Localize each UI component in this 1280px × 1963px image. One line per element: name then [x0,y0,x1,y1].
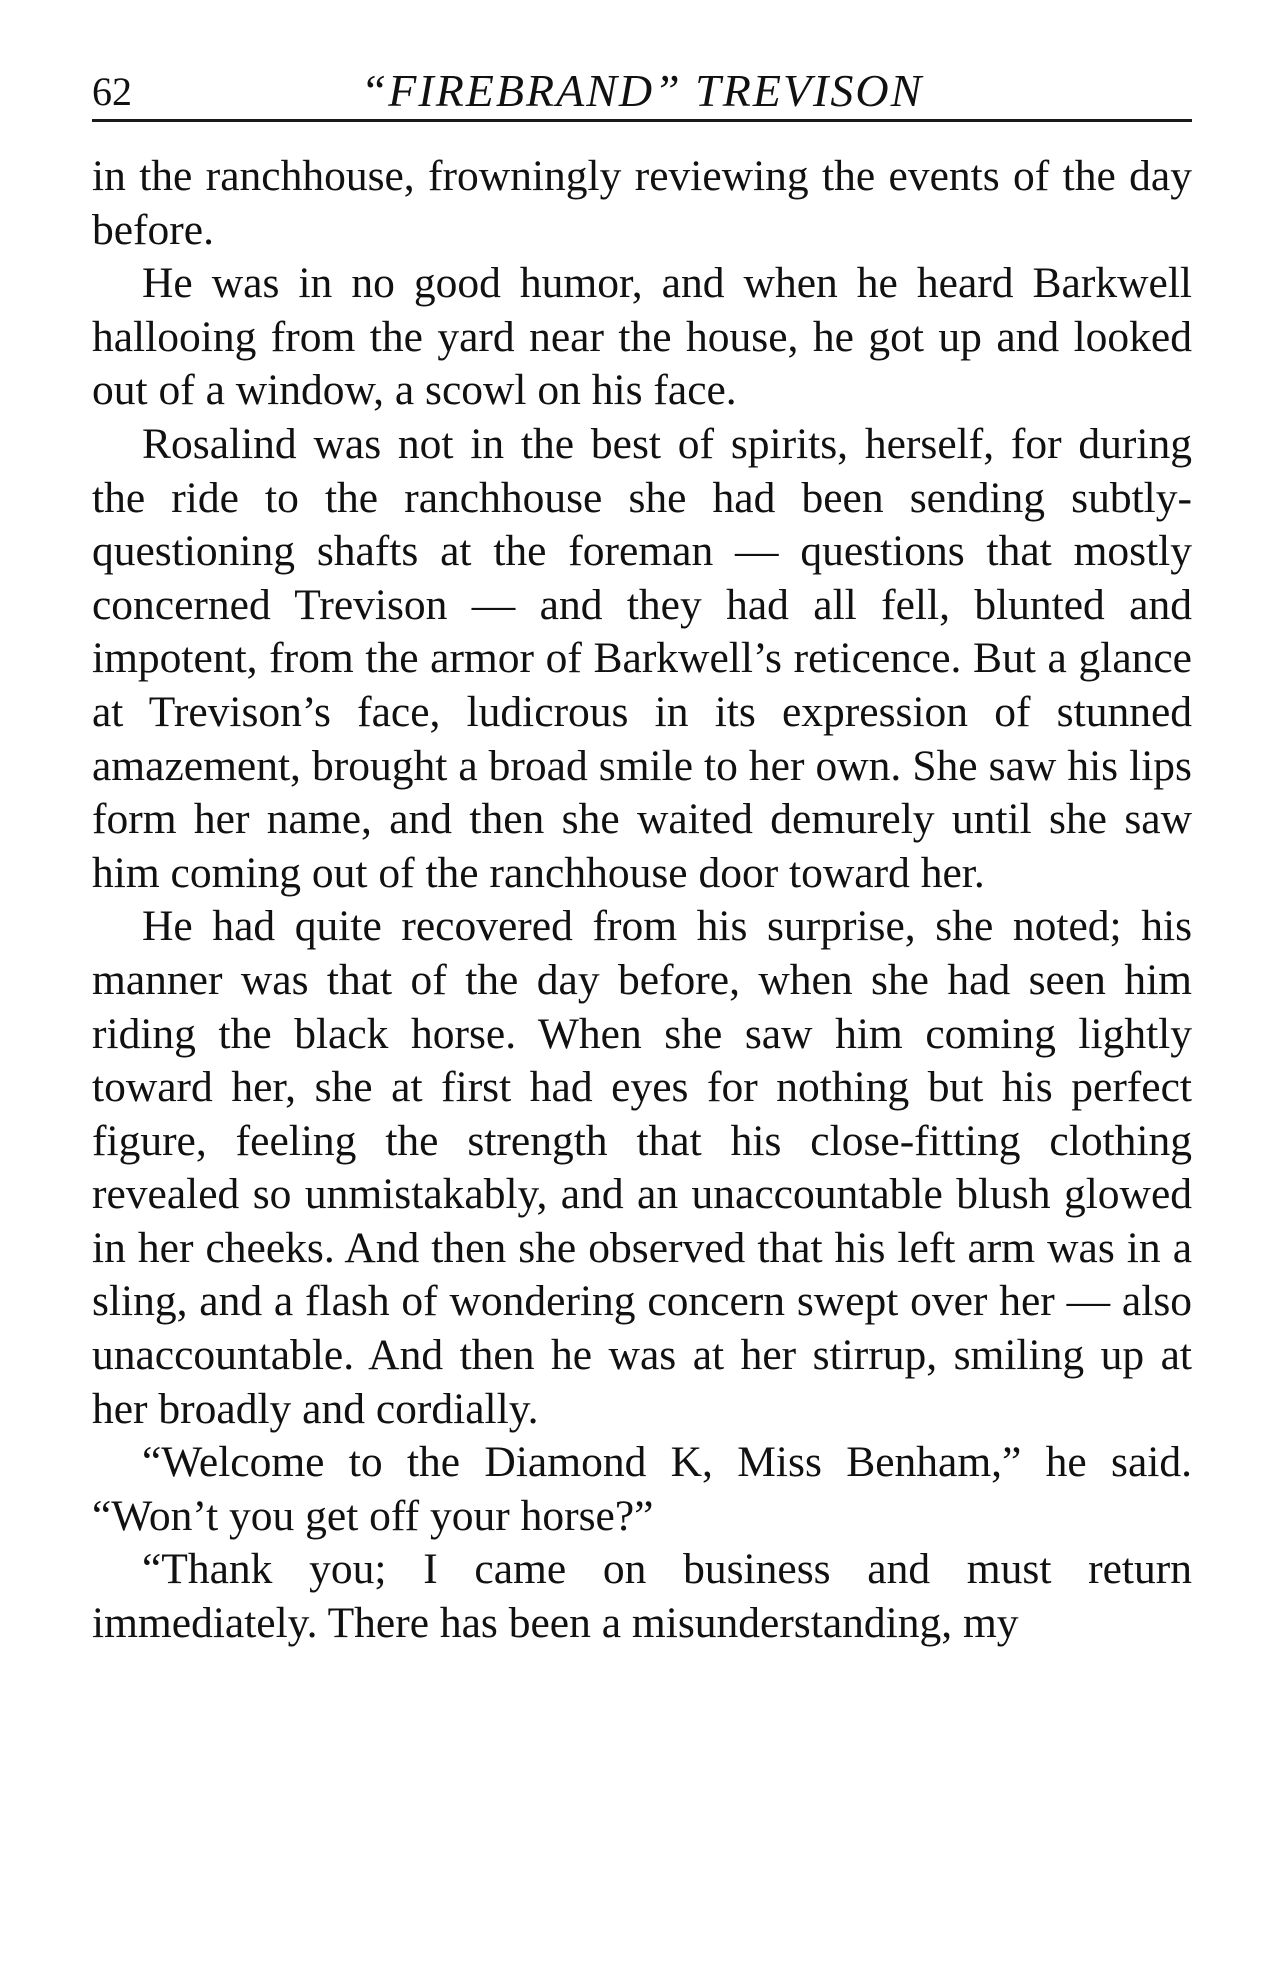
body-text [92,150,1192,1651]
page-number: 62 [92,69,132,114]
paragraph: “Welcome to the Diamond K, Miss Benham,” he said. “Won’t you get off your horse?” [92,1438,1192,1540]
paragraph: Rosalind was not in the best of spirits, herself, for during the ride to the ranchhouse she had been sending subtly-questioning shafts at the foreman — questions that mostly concerned Trevison — and they had all fell, blunted and impotent, from the armor of Barkwell’s reticence. But a glance at Trevison’s face, ludicrous in its expression of stunned amazement, brought a broad smile to her own. She saw his lips form her name, and then she waited demurely until she saw him coming out of the ranchhouse door toward her. [92,419,1192,897]
paragraph: He was in no good humor, and when he heard Barkwell hallooing from the yard near the house, he got up and looked out of a window, a scowl on his face. [92,259,1192,415]
running-header [92,58,1192,122]
running-title: “FIREBRAND” TREVISON [360,65,924,116]
paragraph-continued: in the ranchhouse, frowningly reviewing the events of the day before. [92,152,1192,254]
book-page [92,58,1192,1651]
paragraph: “Thank you; I came on business and must return immediately. There has been a misunderstanding, my [92,1545,1192,1648]
paragraph: He had quite recovered from his surprise, she noted; his manner was that of the day before, when she had seen him riding the black horse. When she saw him coming lightly toward her, she at first had eyes for nothing but his perfect figure, feeling the strength that his close-fitting clothing revealed so unmistakably, and an unaccountable blush glowed in her cheeks. And then she observed that his left arm was in a sling, and a flash of wondering concern swept over her — also unaccountable. And then he was at her stirrup, smiling up at her broadly and cordially. [92,902,1192,1433]
